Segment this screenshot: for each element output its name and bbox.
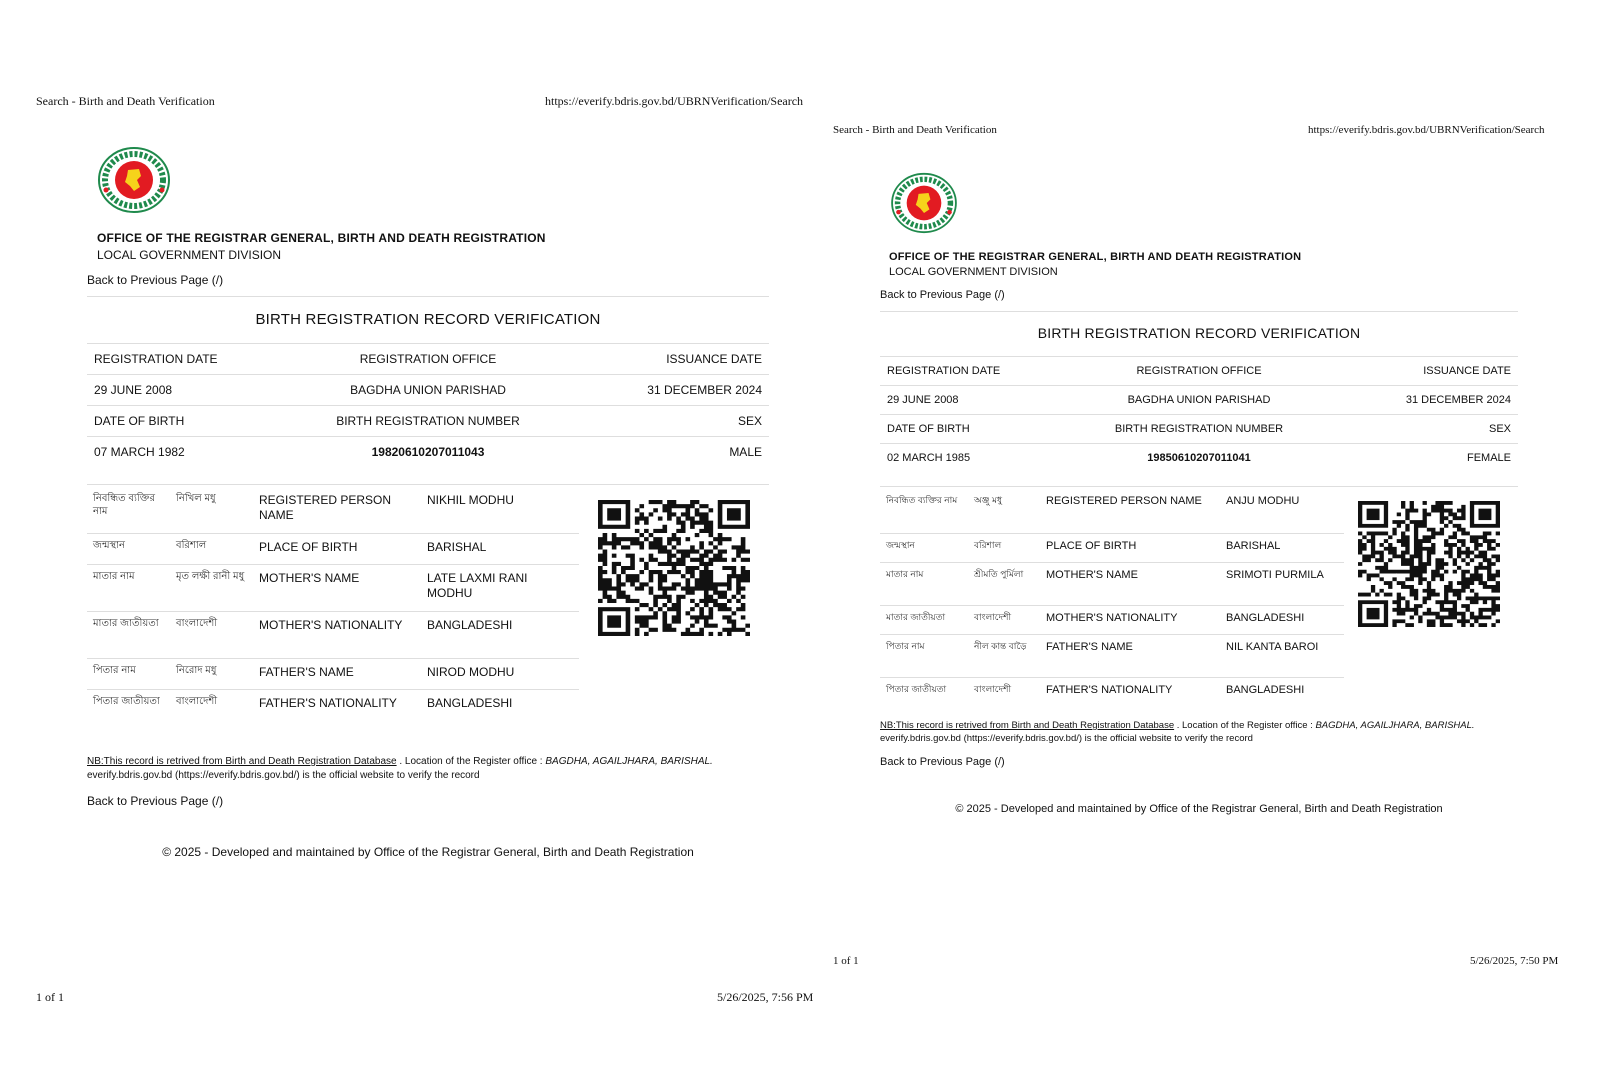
table-row: [87, 564, 579, 611]
sex-label: SEX: [737, 414, 762, 428]
brn-value: 19820610207011043: [371, 445, 485, 459]
table-row: [87, 611, 579, 658]
issuance-label: ISSUANCE DATE: [666, 352, 762, 366]
bn-value: বাংলাদেশী: [968, 605, 1040, 634]
bn-value: শ্রীমতি পুর্মিলা: [968, 562, 1040, 605]
reg-date-label: REGISTRATION DATE: [94, 352, 218, 366]
en-label: FATHER'S NAME: [253, 658, 421, 689]
bn-label: পিতার জাতীয়তা: [880, 677, 968, 706]
print-timestamp: 5/26/2025, 7:50 PM: [1470, 955, 1559, 967]
print-page-count: 1 of 1: [36, 990, 64, 1004]
bn-value: বরিশাল: [170, 533, 253, 564]
en-label: PLACE OF BIRTH: [1040, 533, 1220, 562]
sex-value: MALE: [729, 445, 762, 459]
en-value: BARISHAL: [1220, 533, 1344, 562]
en-value: SRIMOTI PURMILA: [1220, 562, 1344, 605]
grid-value-row-2: [880, 443, 1518, 472]
nb-mid: . Location of the Register office :: [1174, 720, 1316, 731]
bn-value: নিখিল মধু: [176, 493, 216, 504]
table-row: [880, 562, 1344, 605]
qr-code-icon: [598, 500, 750, 636]
bn-label: মাতার জাতীয়তা: [880, 605, 968, 634]
reg-office-value: BAGDHA UNION PARISHAD: [1127, 394, 1271, 406]
en-value: BANGLADESHI: [421, 611, 579, 658]
bn-value: মৃত লক্ষী রানী মধু: [170, 564, 253, 611]
table-row: [880, 489, 1344, 533]
divider: [880, 311, 1518, 312]
print-timestamp: 5/26/2025, 7:56 PM: [717, 990, 814, 1004]
grid-header-row-2: [87, 405, 769, 436]
table-row: [87, 487, 579, 533]
office-subtitle: LOCAL GOVERNMENT DIVISION: [97, 248, 282, 262]
bn-label: নিবন্ধিত ব্যক্তির নাম: [886, 495, 958, 505]
en-label: PLACE OF BIRTH: [253, 533, 421, 564]
en-value: NIL KANTA BAROI: [1220, 634, 1344, 677]
bn-label: পিতার জাতীয়তা: [87, 689, 170, 735]
bn-label: মাতার জাতীয়তা: [87, 611, 170, 658]
nb-location: BAGDHA, AGAILJHARA, BARISHAL.: [545, 756, 713, 767]
sex-label: SEX: [1488, 423, 1511, 435]
print-header-title: Search - Birth and Death Verification: [36, 94, 215, 108]
bn-label: মাতার নাম: [880, 562, 968, 605]
qr-code-icon: [1358, 501, 1500, 627]
bn-label: নিবন্ধিত ব্যক্তির নাম: [93, 493, 155, 517]
brn-label: BIRTH REGISTRATION NUMBER: [1114, 423, 1284, 435]
grid-header-row-2: [880, 414, 1518, 443]
en-label: FATHER'S NATIONALITY: [1040, 677, 1220, 706]
bn-label: জন্মস্থান: [880, 533, 968, 562]
office-title: OFFICE OF THE REGISTRAR GENERAL, BIRTH AND DEATH REGISTRATION: [889, 251, 1302, 263]
reg-date-value: 29 JUNE 2008: [94, 383, 173, 397]
office-subtitle: LOCAL GOVERNMENT DIVISION: [889, 266, 1058, 278]
en-label: REGISTERED PERSON NAME: [1046, 495, 1202, 507]
divider: [87, 296, 769, 297]
print-page-count: 1 of 1: [833, 955, 859, 967]
nb-note: [880, 720, 1500, 746]
government-seal-icon: [890, 172, 958, 234]
dob-label: DATE OF BIRTH: [887, 423, 970, 435]
print-header-url: https://everify.bdris.gov.bd/UBRNVerification/Search: [1308, 124, 1545, 136]
office-title: OFFICE OF THE REGISTRAR GENERAL, BIRTH AND DEATH REGISTRATION: [97, 231, 546, 245]
print-header-url: https://everify.bdris.gov.bd/UBRNVerification/Search: [545, 94, 804, 108]
dob-value: 07 MARCH 1982: [94, 445, 185, 459]
bn-label: মাতার নাম: [87, 564, 170, 611]
brn-value: 19850610207011041: [1147, 452, 1251, 464]
bn-value: নিরোদ মধু: [170, 658, 253, 689]
issuance-label: ISSUANCE DATE: [1423, 365, 1511, 377]
reg-office-value: BAGDHA UNION PARISHAD: [350, 383, 506, 397]
nb-mid: . Location of the Register office :: [396, 756, 546, 767]
print-header-title: Search - Birth and Death Verification: [833, 124, 997, 136]
en-value: NIKHIL MODHU: [427, 493, 514, 507]
back-link-bottom[interactable]: Back to Previous Page (/): [87, 794, 224, 808]
bn-label: পিতার নাম: [880, 634, 968, 677]
table-row: [87, 533, 579, 564]
en-label: MOTHER'S NATIONALITY: [1040, 605, 1220, 634]
bn-value: অঞ্জু মধু: [974, 495, 1003, 505]
nb-link[interactable]: NB:This record is retrived from Birth and Death Registration Database: [87, 756, 397, 767]
bn-label: জন্মস্থান: [87, 533, 170, 564]
en-label: MOTHER'S NATIONALITY: [253, 611, 421, 658]
person-details-table: [87, 487, 579, 735]
sex-value: FEMALE: [1466, 452, 1511, 464]
en-value: BANGLADESHI: [1220, 677, 1344, 706]
bn-value: বাংলাদেশী: [968, 677, 1040, 706]
government-seal-icon: [97, 146, 171, 214]
en-label: REGISTERED PERSON NAME: [259, 493, 392, 522]
nb-location: BAGDHA, AGAILJHARA, BARISHAL.: [1315, 720, 1475, 731]
table-row: [87, 689, 579, 735]
nb-link[interactable]: NB:This record is retrived from Birth and Death Registration Database: [880, 720, 1175, 731]
dob-value: 02 MARCH 1985: [887, 452, 971, 464]
en-label: MOTHER'S NAME: [1040, 562, 1220, 605]
bn-label: পিতার নাম: [87, 658, 170, 689]
reg-office-label: REGISTRATION OFFICE: [359, 352, 497, 366]
back-link-bottom[interactable]: Back to Previous Page (/): [880, 756, 1005, 768]
en-value: BANGLADESHI: [1220, 605, 1344, 634]
grid-value-row-1: [880, 385, 1518, 414]
issuance-value: 31 DECEMBER 2024: [1405, 394, 1511, 406]
brn-label: BIRTH REGISTRATION NUMBER: [336, 414, 520, 428]
grid-header-row-1: [880, 356, 1518, 385]
issuance-value: 31 DECEMBER 2024: [647, 383, 762, 397]
grid-value-row-1: [87, 374, 769, 405]
grid-header-row-1: [87, 343, 769, 374]
reg-office-label: REGISTRATION OFFICE: [1136, 365, 1262, 377]
divider: [87, 484, 769, 485]
footer-copyright: © 2025 - Developed and maintained by Office of the Registrar General, Birth and Death Registration: [162, 845, 694, 859]
table-row: [880, 533, 1344, 562]
en-label: MOTHER'S NAME: [253, 564, 421, 611]
table-row: [87, 658, 579, 689]
grid-value-row-2: [87, 436, 769, 467]
nb-tail: everify.bdris.gov.bd (https://everify.bdris.gov.bd/) is the official website to verify the record: [880, 732, 1253, 744]
en-value: ANJU MODHU: [1226, 495, 1300, 507]
office-heading: [97, 231, 546, 262]
bn-value: বাংলাদেশী: [170, 611, 253, 658]
bn-value: বাংলাদেশী: [170, 689, 253, 735]
en-value: BARISHAL: [421, 533, 579, 564]
en-label: FATHER'S NATIONALITY: [253, 689, 421, 735]
office-heading: [889, 251, 1301, 278]
bn-value: বরিশাল: [968, 533, 1040, 562]
back-link-top[interactable]: Back to Previous Page (/): [880, 289, 1005, 301]
en-label: FATHER'S NAME: [1040, 634, 1220, 677]
en-value: LATE LAXMI RANI MODHU: [421, 564, 579, 611]
table-row: [880, 677, 1344, 706]
nb-tail: everify.bdris.gov.bd (https://everify.bdris.gov.bd/) is the official website to verify the record: [87, 769, 480, 781]
footer-copyright: © 2025 - Developed and maintained by Office of the Registrar General, Birth and Death Registration: [955, 803, 1443, 815]
table-row: [880, 634, 1344, 677]
record-title: BIRTH REGISTRATION RECORD VERIFICATION: [1037, 325, 1361, 341]
nb-note: [87, 755, 737, 782]
table-row: [880, 605, 1344, 634]
divider: [880, 486, 1518, 487]
dob-label: DATE OF BIRTH: [94, 414, 185, 428]
record-title: BIRTH REGISTRATION RECORD VERIFICATION: [255, 311, 601, 328]
person-details-table: [880, 489, 1344, 706]
reg-date-label: REGISTRATION DATE: [887, 365, 1001, 377]
bn-value: নীল কান্ত বাড়ৈ: [968, 634, 1040, 677]
en-value: BANGLADESHI: [421, 689, 579, 735]
en-value: NIROD MODHU: [421, 658, 579, 689]
reg-date-value: 29 JUNE 2008: [887, 394, 959, 406]
back-link-top[interactable]: Back to Previous Page (/): [87, 273, 224, 287]
